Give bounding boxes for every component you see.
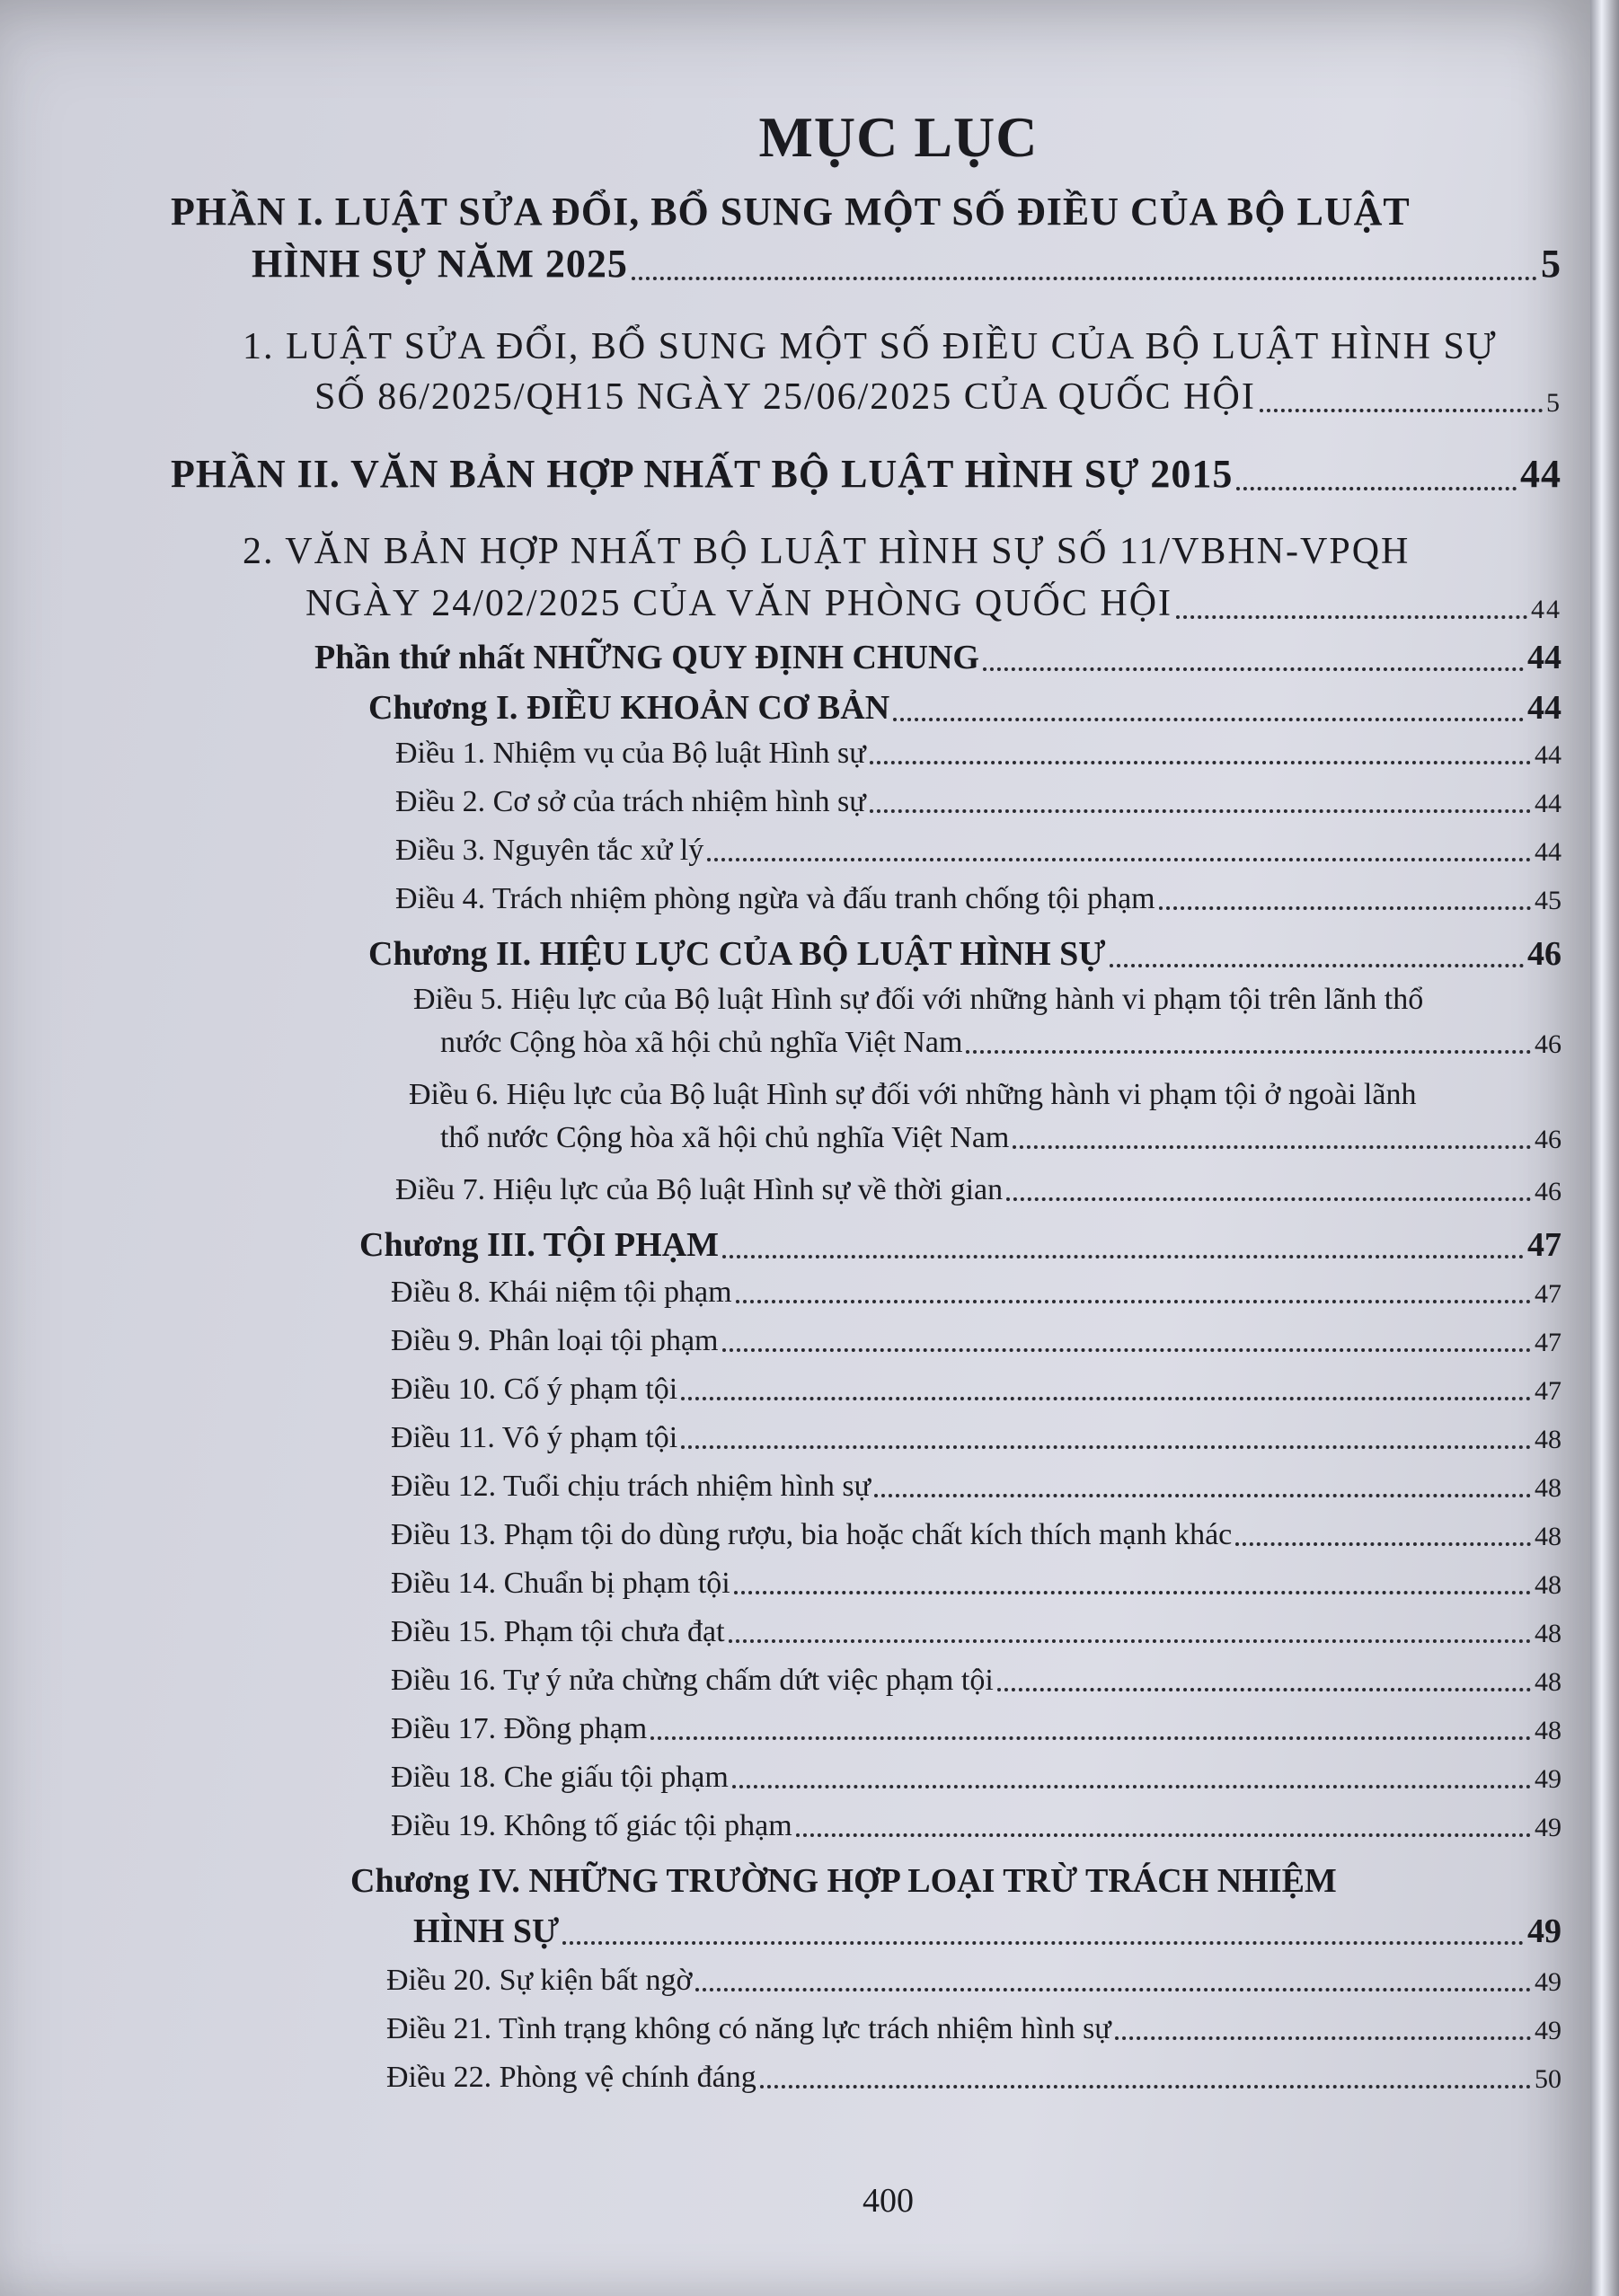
toc-page-number: 48	[1535, 1619, 1561, 1648]
toc-entry	[350, 1861, 1337, 1901]
toc-entry-text: Điều 18. Che giấu tội phạm	[391, 1761, 729, 1794]
toc-page-number: 44	[1520, 452, 1561, 496]
toc-entry	[413, 983, 1423, 1017]
dot-leader	[870, 808, 1531, 813]
toc-entry-text: Điều 15. Phạm tội chưa đạt	[391, 1615, 725, 1648]
toc-entry-text: Điều 19. Không tố giác tội phạm	[391, 1809, 792, 1842]
toc-entry-text: PHẦN I. LUẬT SỬA ĐỔI, BỔ SUNG MỘT SỐ ĐIỀU CỦA BỘ LUẬT	[171, 190, 1411, 234]
toc-entry	[171, 189, 1411, 234]
page-title: MỤC LỤC	[758, 105, 1039, 169]
toc-entry-text: Điều 6. Hiệu lực của Bộ luật Hình sự đối với những hành vi phạm tội ở ngoài lãnh	[409, 1078, 1417, 1111]
toc-entry	[395, 737, 1561, 771]
dot-leader	[681, 1396, 1531, 1400]
toc-entry	[368, 688, 1561, 728]
toc-page-number: 49	[1535, 1813, 1561, 1842]
toc-page-number: 46	[1535, 1029, 1561, 1059]
dot-leader	[893, 717, 1524, 721]
toc-entry-text: 1. LUẬT SỬA ĐỔI, BỔ SUNG MỘT SỐ ĐIỀU CỦA BỘ LUẬT HÌNH SỰ	[243, 326, 1498, 367]
dot-leader	[632, 276, 1537, 280]
dot-leader	[1260, 408, 1543, 412]
toc-entry	[243, 530, 1410, 573]
toc-entry-text: Điều 4. Trách nhiệm phòng ngừa và đấu tranh chống tội phạm	[395, 882, 1155, 915]
toc-entry-text: Điều 16. Tự ý nửa chừng chấm dứt việc phạm tội	[391, 1664, 994, 1697]
toc-entry	[386, 1964, 1561, 1998]
toc-entry	[391, 1373, 1561, 1407]
toc-entry-text: Chương III. TỘI PHẠM	[359, 1226, 720, 1264]
toc-entry-text: 2. VĂN BẢN HỢP NHẤT BỘ LUẬT HÌNH SỰ SỐ 11/VBHN-VPQH	[243, 531, 1411, 572]
toc-page-number: 44	[1535, 740, 1561, 770]
toc-entry	[252, 241, 1561, 287]
toc-entry	[368, 934, 1561, 974]
toc-entry-text: thổ nước Cộng hòa xã hội chủ nghĩa Việt Nam	[440, 1121, 1010, 1154]
dot-leader	[1235, 1541, 1531, 1546]
toc-entry	[386, 2061, 1561, 2095]
toc-entry-text: Điều 7. Hiệu lực của Bộ luật Hình sự về thời gian	[395, 1173, 1004, 1206]
toc-entry-text: Điều 22. Phòng vệ chính đáng	[386, 2061, 756, 2094]
dot-leader	[1176, 614, 1527, 619]
toc-entry	[391, 1664, 1561, 1698]
toc-entry-text: PHẦN II. VĂN BẢN HỢP NHẤT BỘ LUẬT HÌNH SỰ 2015	[171, 452, 1234, 496]
dot-leader	[1236, 486, 1517, 490]
toc-page-number: 48	[1535, 1522, 1561, 1551]
toc-page-number: 5	[1546, 388, 1561, 418]
toc-entry-text: Điều 17. Đồng phạm	[391, 1712, 648, 1745]
toc-entry	[440, 1026, 1561, 1060]
toc-page-number: 5	[1541, 242, 1561, 286]
dot-leader	[760, 2084, 1531, 2088]
toc-entry-text: Điều 11. Vô ý phạm tội	[391, 1421, 678, 1454]
dot-leader	[729, 1638, 1531, 1643]
toc-page-number: 46	[1527, 935, 1561, 973]
toc-entry	[395, 882, 1561, 916]
toc-entry	[395, 785, 1561, 819]
toc-page-number: 44	[1527, 639, 1561, 676]
toc-entry-text: Điều 1. Nhiệm vụ của Bộ luật Hình sự	[395, 737, 866, 770]
toc-entry	[440, 1121, 1561, 1155]
toc-page-number: 44	[1531, 595, 1561, 624]
dot-leader	[796, 1832, 1531, 1837]
toc-page-number: 44	[1535, 837, 1561, 867]
toc-entry	[391, 1761, 1561, 1795]
dot-leader	[681, 1444, 1531, 1449]
toc-page-number: 47	[1535, 1328, 1561, 1357]
toc-entry-text: Điều 13. Phạm tội do dùng rượu, bia hoặc chất kích thích mạnh khác	[391, 1518, 1233, 1551]
toc-page-number: 47	[1535, 1279, 1561, 1309]
toc-entry-text: nước Cộng hòa xã hội chủ nghĩa Việt Nam	[440, 1026, 963, 1059]
toc-page-number: 49	[1535, 1764, 1561, 1794]
toc-page-number: 47	[1527, 1226, 1561, 1264]
dot-leader	[870, 760, 1531, 764]
toc-entry	[359, 1225, 1561, 1265]
toc-entry	[391, 1518, 1561, 1552]
dot-leader	[722, 1254, 1524, 1258]
toc-page-number: 44	[1535, 789, 1561, 818]
toc-page-number: 47	[1535, 1376, 1561, 1406]
toc-entry	[386, 2012, 1561, 2046]
dot-leader	[983, 667, 1524, 671]
toc-entry	[395, 1173, 1561, 1207]
toc-entry-text: Điều 3. Nguyên tắc xử lý	[395, 834, 704, 867]
toc-page-number: 49	[1527, 1912, 1561, 1950]
dot-leader	[722, 1347, 1531, 1352]
toc-entry-text: Điều 14. Chuẩn bị phạm tội	[391, 1567, 730, 1600]
toc-page-number: 48	[1535, 1716, 1561, 1745]
dot-leader	[997, 1687, 1531, 1691]
dot-leader	[734, 1590, 1531, 1594]
toc-entry	[243, 325, 1497, 368]
toc-entry-text: HÌNH SỰ NĂM 2025	[252, 242, 628, 286]
page-number: 400	[863, 2182, 914, 2220]
toc-entry	[391, 1324, 1561, 1358]
toc-entry	[391, 1421, 1561, 1455]
toc-page-number: 50	[1535, 2064, 1561, 2094]
toc-entry	[391, 1615, 1561, 1649]
toc-entry-text: Điều 5. Hiệu lực của Bộ luật Hình sự đối với những hành vi phạm tội trên lãnh thổ	[413, 983, 1424, 1016]
toc-entry-text: Điều 2. Cơ sở của trách nhiệm hình sự	[395, 785, 866, 818]
toc-entry-text: Chương II. HIỆU LỰC CỦA BỘ LUẬT HÌNH SỰ	[368, 935, 1106, 973]
dot-leader	[650, 1735, 1531, 1740]
toc-entry	[305, 582, 1561, 625]
toc-entry	[409, 1078, 1416, 1112]
dot-leader	[707, 857, 1531, 861]
toc-page-number: 49	[1535, 1967, 1561, 1997]
toc-page-number: 48	[1535, 1570, 1561, 1600]
toc-entry	[314, 375, 1561, 419]
toc-entry	[413, 1912, 1561, 1951]
toc-page-number: 45	[1535, 886, 1561, 915]
toc-entry-text: Phần thứ nhất NHỮNG QUY ĐỊNH CHUNG	[314, 639, 979, 676]
toc-page-number: 46	[1535, 1177, 1561, 1206]
toc-page-number: 46	[1535, 1125, 1561, 1154]
page-edge	[1590, 0, 1619, 2296]
toc-entry-text: Điều 21. Tình trạng không có năng lực trách nhiệm hình sự	[386, 2012, 1111, 2045]
toc-entry-text: HÌNH SỰ	[413, 1912, 560, 1950]
toc-entry-text: Điều 20. Sự kiện bất ngờ	[386, 1964, 693, 1997]
toc-entry-text: Điều 9. Phân loại tội phạm	[391, 1324, 719, 1357]
dot-leader	[1006, 1197, 1531, 1201]
toc-entry	[391, 1712, 1561, 1746]
toc-page-number: 48	[1535, 1667, 1561, 1697]
toc-entry	[391, 1276, 1561, 1310]
toc-entry	[391, 1809, 1561, 1843]
toc-entry	[391, 1470, 1561, 1504]
toc-entry-text: Điều 12. Tuổi chịu trách nhiệm hình sự	[391, 1470, 871, 1503]
dot-leader	[732, 1784, 1531, 1788]
toc-entry-text: Điều 8. Khái niệm tội phạm	[391, 1276, 732, 1309]
dot-leader	[1115, 2035, 1531, 2040]
toc-entry-text: Điều 10. Cố ý phạm tội	[391, 1373, 678, 1406]
toc-entry-text: NGÀY 24/02/2025 CỦA VĂN PHÒNG QUỐC HỘI	[305, 583, 1173, 624]
toc-page-number: 49	[1535, 2016, 1561, 2045]
toc-entry	[171, 451, 1561, 497]
toc-entry	[391, 1567, 1561, 1601]
dot-leader	[874, 1493, 1531, 1497]
dot-leader	[562, 1940, 1524, 1945]
dot-leader	[1110, 963, 1524, 967]
toc-page-number: 44	[1527, 689, 1561, 727]
dot-leader	[1159, 905, 1531, 910]
toc-entry-text: Chương IV. NHỮNG TRƯỜNG HỢP LOẠI TRỪ TRÁCH NHIỆM	[350, 1862, 1337, 1900]
toc-page-number: 48	[1535, 1473, 1561, 1503]
toc-page-number: 48	[1535, 1425, 1561, 1454]
dot-leader	[1013, 1144, 1531, 1149]
toc-entry-text: SỐ 86/2025/QH15 NGÀY 25/06/2025 CỦA QUỐC HỘI	[314, 376, 1256, 418]
toc-entry-text: Chương I. ĐIỀU KHOẢN CƠ BẢN	[368, 689, 890, 727]
toc-entry	[395, 834, 1561, 868]
dot-leader	[736, 1299, 1531, 1303]
toc-entry	[314, 638, 1561, 677]
dot-leader	[966, 1049, 1531, 1054]
dot-leader	[695, 1987, 1531, 1991]
